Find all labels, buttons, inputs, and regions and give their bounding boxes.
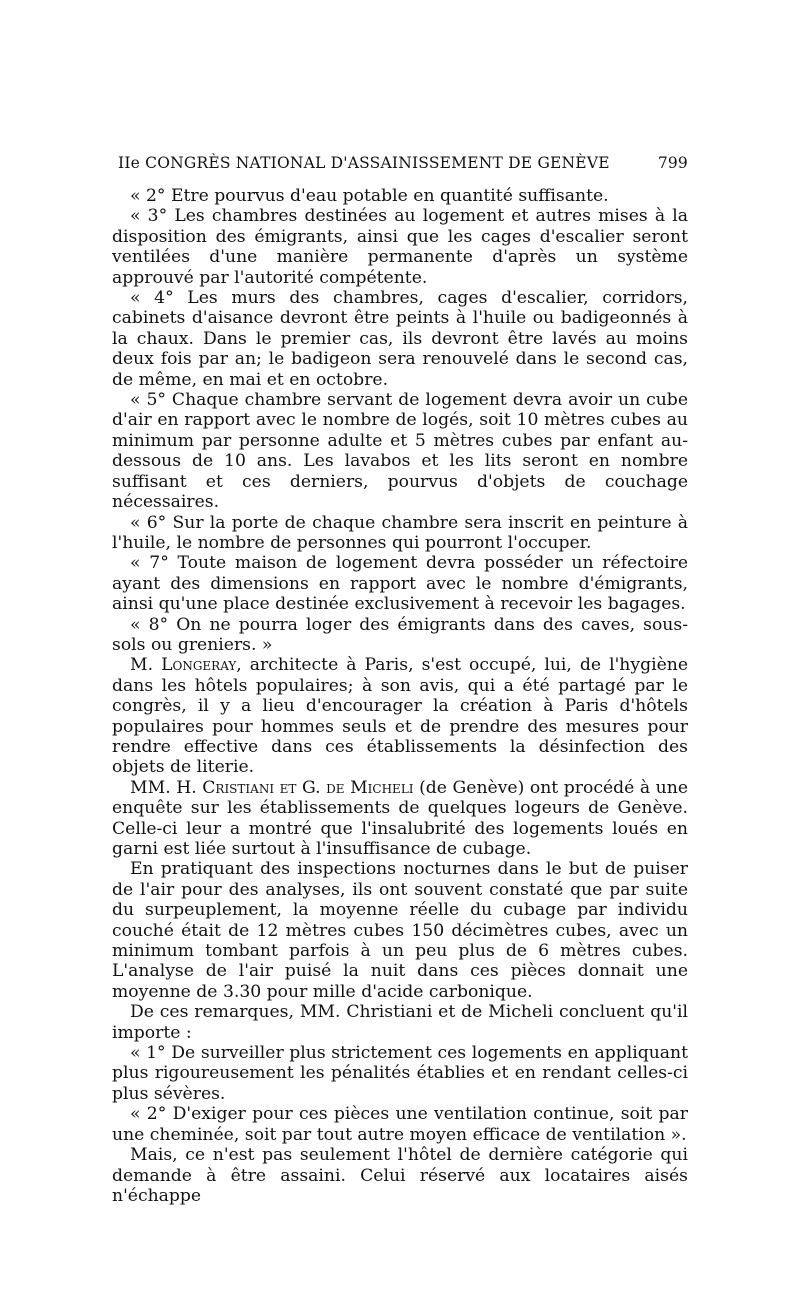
paragraph-9: MM. H. Cristiani et G. de Micheli (de Genève) ont procédé à une enquête sur les établissements de quelques logeurs de Genève. Celle-ci leur a montré que l'insalubrité des logements loués en garni est liée surtout à l'insuffisance de cubage. <box>112 777 688 859</box>
paragraph-6: « 7° Toute maison de logement devra posséder un réfectoire ayant des dimensions en rapport avec le nombre d'émigrants, ainsi qu'une place destinée exclusivement à recevoir les bagages. <box>112 553 688 615</box>
page-number: 799 <box>657 154 688 172</box>
paragraph-11: De ces remarques, MM. Christiani et de Micheli concluent qu'il importe : <box>112 1002 688 1043</box>
running-title: IIe CONGRÈS NATIONAL D'ASSAINISSEMENT DE GENÈVE <box>118 154 610 172</box>
document-page <box>112 154 688 1206</box>
paragraph-14: Mais, ce n'est pas seulement l'hôtel de dernière catégorie qui demande à être assaini. Celui réservé aux locataires aisés n'échappe <box>112 1145 688 1206</box>
running-header <box>112 154 688 178</box>
paragraph-10: En pratiquant des inspections nocturnes dans le but de puiser de l'air pour des analyses, ils ont souvent constaté que par suite du surpeuplement, la moyenne réelle du cubage par individu couché était de 12 mètres cubes 150 décimètres cubes, avec un minimum tombant parfois à un peu plus de 6 mètres cubes. L'analyse de l'air puisé la nuit dans ces pièces donnait une moyenne de 3.30 pour mille d'acide carbonique. <box>112 859 688 1002</box>
paragraph-12: « 1° De surveiller plus strictement ces logements en appliquant plus rigoureusement les pénalités établies et en rendant celles-ci plus sévères. <box>112 1043 688 1104</box>
person-name: MM. H. Cristiani et G. de Micheli <box>130 777 414 798</box>
paragraph-8: M. Longeray, architecte à Paris, s'est occupé, lui, de l'hygiène dans les hôtels populaires; à son avis, qui a été partagé par le congrès, il y a lieu d'encourager la création à Paris d'hôtels populaires pour hommes seuls et de prendre des mesures pour rendre effective dans ces établissements la désinfection des objets de literie. <box>112 655 688 778</box>
paragraph-3: « 4° Les murs des chambres, cages d'escalier, corridors, cabinets d'aisance devront être peints à l'huile ou badigeonnés à la chaux. Dans le premier cas, ils devront être lavés au moins deux fois par an; le badigeon sera renouvelé dans le second cas, de même, en mai et en octobre. <box>112 288 688 390</box>
person-name: M. Longeray, <box>130 655 242 676</box>
body-text <box>112 186 688 1206</box>
paragraph-2: « 3° Les chambres destinées au logement et autres mises à la disposition des émigrants, ainsi que les cages d'escalier seront ventilées d'une manière permanente d'après un système approuvé par l'autorité compétente. <box>112 206 688 288</box>
paragraph-4: « 5° Chaque chambre servant de logement devra avoir un cube d'air en rapport avec le nombre de logés, soit 10 mètres cubes au minimum par personne adulte et 5 mètres cubes par enfant au-dessous de 10 ans. Les lavabos et les lits seront en nombre suffisant et ces derniers, pourvus d'objets de couchage nécessaires. <box>112 390 688 513</box>
paragraph-7: « 8° On ne pourra loger des émigrants dans des caves, sous-sols ou greniers. » <box>112 614 688 655</box>
paragraph-13: « 2° D'exiger pour ces pièces une ventilation continue, soit par une cheminée, soit par tout autre moyen efficace de ventilation ». <box>112 1104 688 1145</box>
paragraph-5: « 6° Sur la porte de chaque chambre sera inscrit en peinture à l'huile, le nombre de personnes qui pourront l'occuper. <box>112 512 688 553</box>
paragraph-1: « 2° Etre pourvus d'eau potable en quantité suffisante. <box>130 186 609 206</box>
